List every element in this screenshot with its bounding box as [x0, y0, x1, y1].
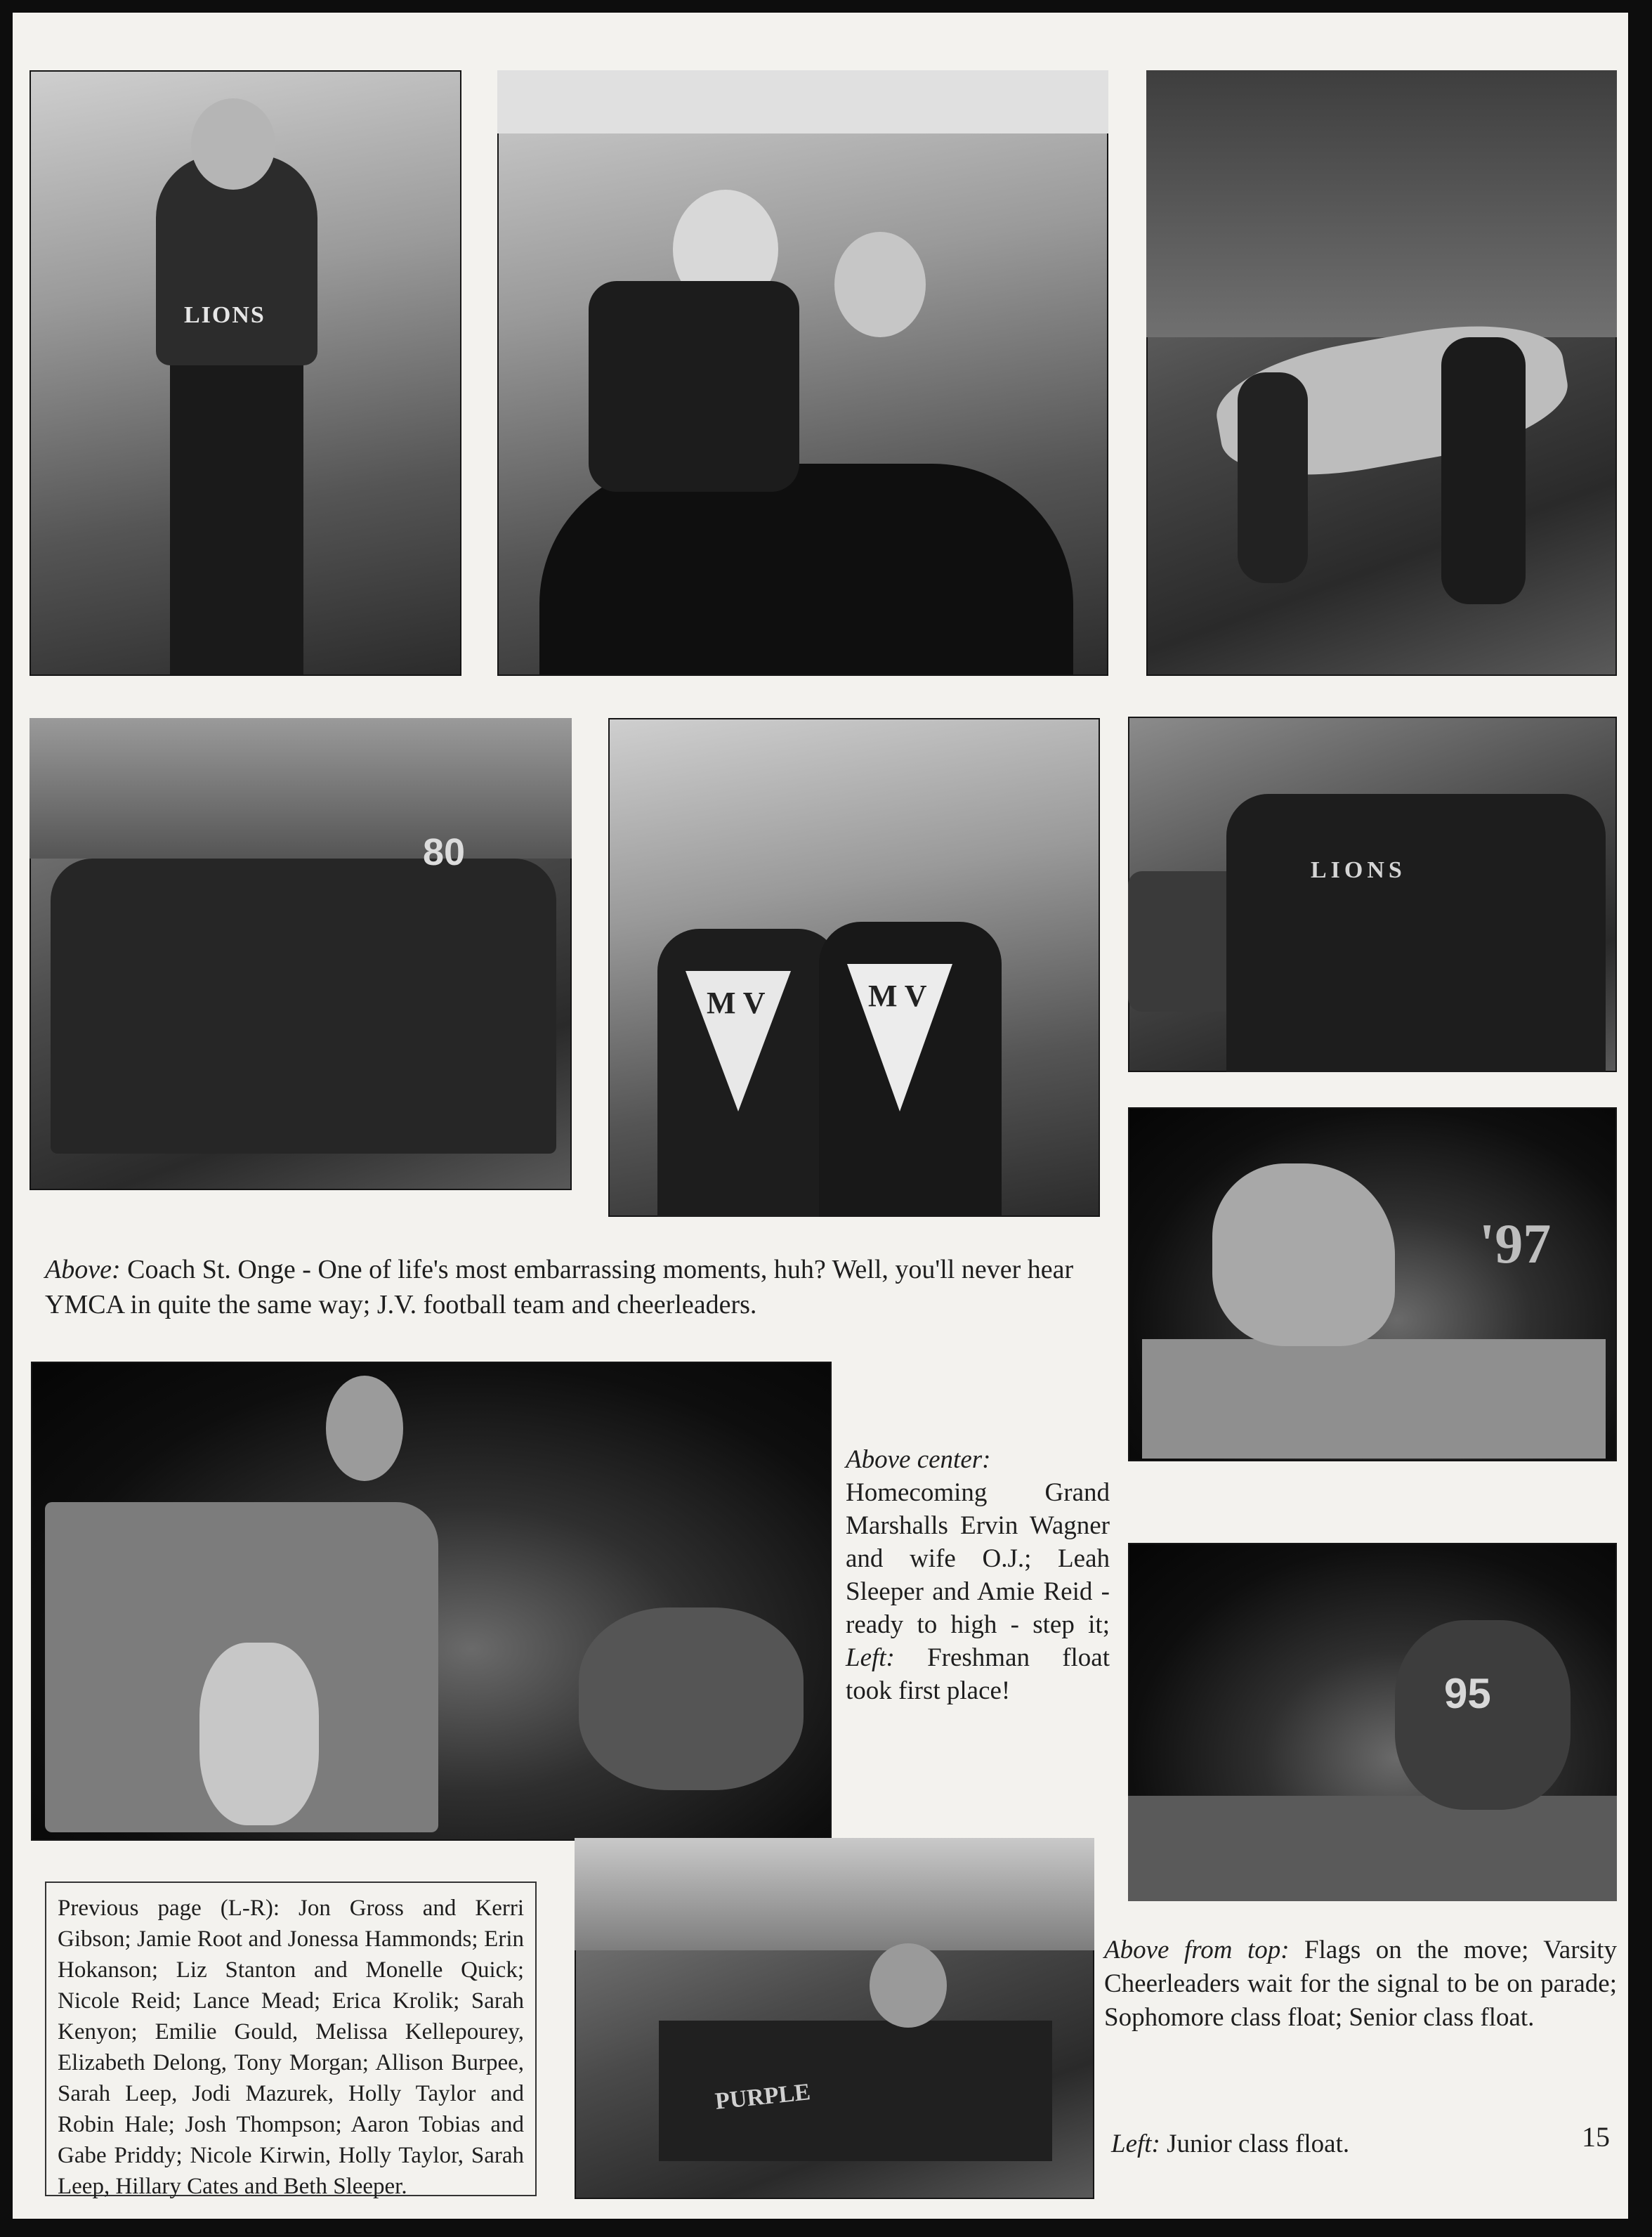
caption-above [45, 1252, 1106, 1322]
caption-above-from-top [1104, 1933, 1617, 2035]
photo-senior-class-float [1128, 1543, 1617, 1901]
photo-sophomore-class-float [1128, 1107, 1617, 1461]
caption-above-text: Coach St. Onge - One of life's most embarrassing moments, huh? Well, you'll never hear YMCA in quite the same way; J.V. football team and cheerleaders. [45, 1255, 1074, 1319]
junior-float-text: PURPLE [714, 2078, 812, 2115]
senior-float-number: 95 [1444, 1670, 1491, 1717]
photo-flags-on-the-move [1146, 70, 1617, 676]
caption-above-from-top-lead: Above from top: [1104, 1936, 1290, 1964]
caption-left-text: Junior class float. [1167, 2130, 1350, 2158]
photo-varsity-cheerleaders [1128, 717, 1617, 1072]
yearbook-page [13, 13, 1628, 2219]
caption-left-lead-inline: Left: [846, 1643, 895, 1672]
photo-freshman-float [31, 1362, 832, 1841]
band-letters-right: M V [868, 979, 927, 1013]
jersey-number: 80 [423, 831, 466, 873]
photo-junior-class-float [575, 1838, 1094, 2199]
caption-left-lead: Left: [1111, 2130, 1160, 2158]
photo-grand-marshalls [497, 70, 1108, 676]
previous-page-text: Previous page (L-R): Jon Gross and Kerri Gibson; Jamie Root and Jonessa Hammonds; Erin Hokanson; Liz Stanton and Monelle Quick; Nicole Reid; Lance Mead; Erica Krolik; Sarah Kenyon; Emilie Gould, Melissa Kellepourey, Elizabeth Delong, Tony Morgan; Allison Burpee, Sarah Leep, Jodi Mazurek, Holly Taylor and Robin Hale; Josh Thompson; Aaron Tobias and Gabe Priddy; Nicole Kirwin, Holly Taylor, Sarah Leep, Hillary Cates and Beth Sleeper. [58, 1896, 524, 2199]
caption-above-center-text: Homecoming Grand Marshalls Ervin Wagner and wife O.J.; Leah Sleeper and Amie Reid - ready to high - step it; [846, 1478, 1110, 1639]
page-number: 15 [1582, 2121, 1610, 2153]
caption-left [1111, 2127, 1462, 2160]
sweatshirt-text: LIONS [184, 302, 266, 328]
photo-jv-football-team [29, 718, 572, 1190]
caption-above-center-text2: Freshman float took first place! [846, 1643, 1110, 1705]
band-letters-left: M V [707, 986, 766, 1020]
photo-coach-st-onge [29, 70, 461, 676]
photo-band-members [608, 718, 1100, 1217]
caption-above-lead: Above: [45, 1255, 121, 1284]
cheer-jacket-text: LIONS [1311, 857, 1406, 883]
sophomore-float-text: '97 [1479, 1213, 1552, 1275]
caption-above-center-lead: Above center: [846, 1445, 991, 1474]
caption-above-from-top-text: Flags on the move; Varsity Cheerleaders wait for the signal to be on parade; Sophomore class float; Senior class float. [1104, 1936, 1618, 2032]
caption-above-center [846, 1443, 1110, 1707]
previous-page-credits [45, 1881, 537, 2199]
